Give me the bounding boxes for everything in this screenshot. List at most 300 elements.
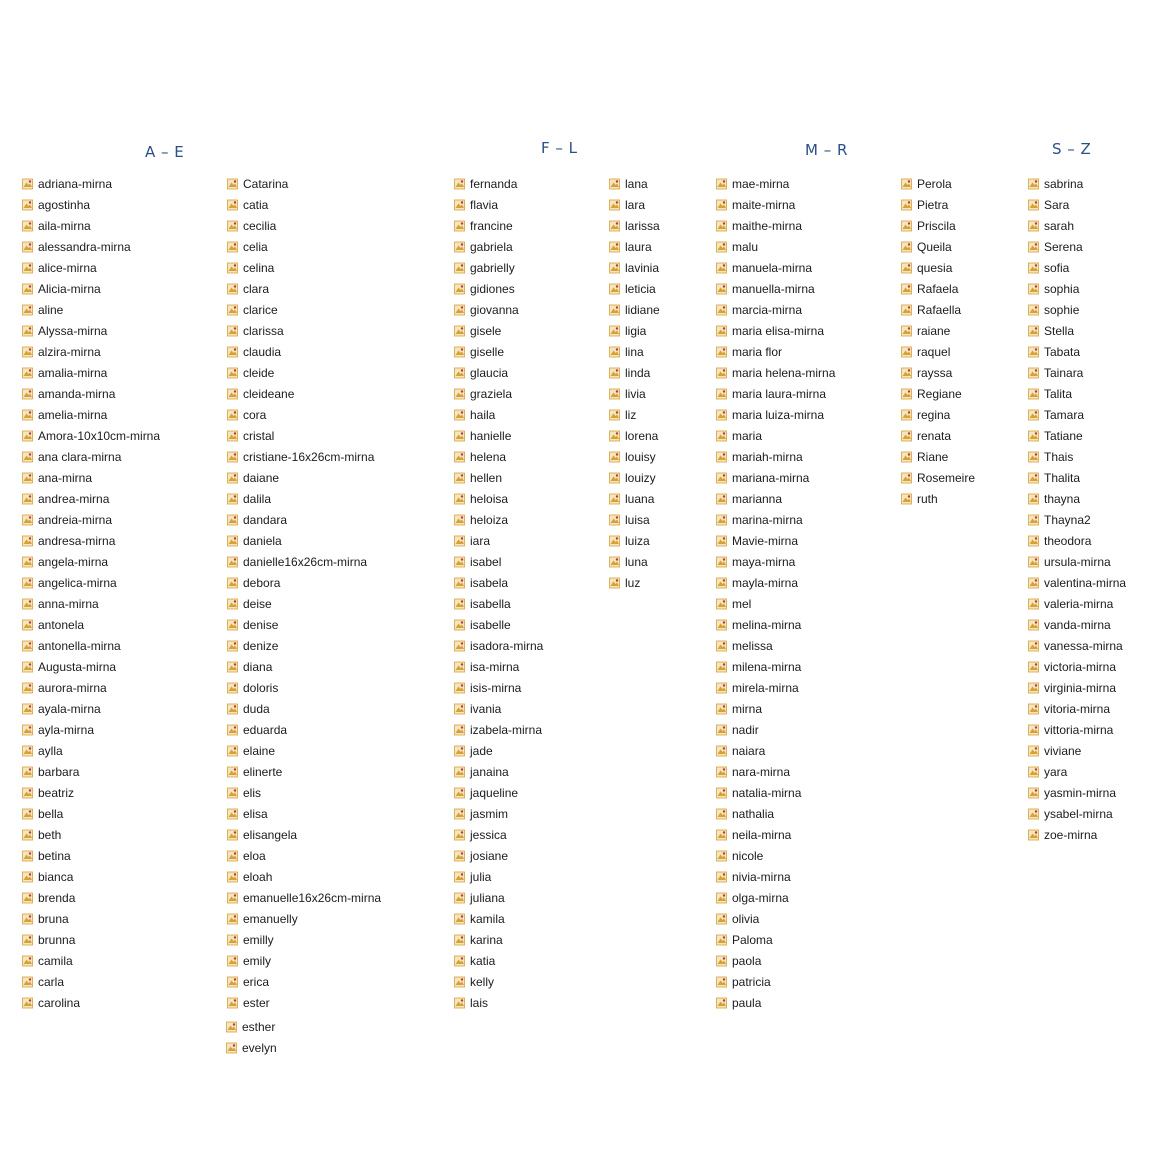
- file-item[interactable]: [609, 467, 660, 488]
- file-name: jade: [470, 743, 493, 758]
- file-item[interactable]: [1028, 698, 1126, 719]
- file-item[interactable]: [227, 236, 381, 257]
- file-item[interactable]: [22, 698, 160, 719]
- file-item[interactable]: [716, 194, 835, 215]
- file-item[interactable]: [454, 698, 543, 719]
- image-file-icon: [22, 871, 34, 883]
- file-name: izabela-mirna: [470, 722, 543, 737]
- file-item[interactable]: [901, 215, 975, 236]
- file-item[interactable]: [454, 803, 543, 824]
- file-item[interactable]: [22, 488, 160, 509]
- file-item[interactable]: [454, 845, 543, 866]
- file-item[interactable]: [901, 194, 975, 215]
- image-file-icon: [227, 514, 239, 526]
- file-item[interactable]: [716, 467, 835, 488]
- file-item[interactable]: [1028, 509, 1126, 530]
- file-item[interactable]: [454, 593, 543, 614]
- file-item[interactable]: [1028, 803, 1126, 824]
- file-name: malu: [732, 239, 759, 254]
- file-item[interactable]: [1028, 236, 1126, 257]
- file-item[interactable]: [716, 215, 835, 236]
- file-item[interactable]: [901, 404, 975, 425]
- file-item[interactable]: [227, 908, 381, 929]
- file-item[interactable]: [1028, 530, 1126, 551]
- file-item[interactable]: [227, 677, 381, 698]
- file-item[interactable]: [22, 173, 160, 194]
- file-item[interactable]: [1028, 635, 1126, 656]
- image-file-icon: [454, 976, 466, 988]
- file-item[interactable]: [716, 299, 835, 320]
- file-item[interactable]: [1028, 488, 1126, 509]
- file-item[interactable]: [901, 236, 975, 257]
- file-item[interactable]: [454, 740, 543, 761]
- file-item[interactable]: [609, 278, 660, 299]
- file-item[interactable]: [716, 656, 835, 677]
- file-item[interactable]: [609, 173, 660, 194]
- file-item[interactable]: [22, 236, 160, 257]
- file-item[interactable]: [227, 194, 381, 215]
- file-name: cecilia: [243, 218, 277, 233]
- file-item[interactable]: [22, 908, 160, 929]
- file-item[interactable]: [454, 341, 543, 362]
- file-item[interactable]: [454, 929, 543, 950]
- file-item[interactable]: [227, 362, 381, 383]
- file-item[interactable]: [901, 278, 975, 299]
- file-item[interactable]: [454, 866, 543, 887]
- file-item[interactable]: [227, 866, 381, 887]
- file-item[interactable]: [227, 530, 381, 551]
- file-item[interactable]: [901, 383, 975, 404]
- image-file-icon: [227, 598, 239, 610]
- file-item[interactable]: [454, 215, 543, 236]
- image-file-icon: [454, 220, 466, 232]
- file-item[interactable]: [22, 971, 160, 992]
- file-name: sarah: [1044, 218, 1075, 233]
- file-name: Rafaela: [917, 281, 959, 296]
- file-item[interactable]: [454, 362, 543, 383]
- file-item[interactable]: [454, 446, 543, 467]
- file-item[interactable]: [454, 488, 543, 509]
- file-item[interactable]: [716, 761, 835, 782]
- file-item[interactable]: [1028, 404, 1126, 425]
- file-item[interactable]: [454, 530, 543, 551]
- file-item[interactable]: [22, 719, 160, 740]
- file-name: elaine: [243, 743, 276, 758]
- file-item[interactable]: [716, 236, 835, 257]
- image-file-icon: [716, 304, 728, 316]
- file-item[interactable]: [22, 593, 160, 614]
- file-name: Amora-10x10cm-mirna: [38, 428, 161, 443]
- file-name: lara: [625, 197, 646, 212]
- file-item[interactable]: [454, 887, 543, 908]
- file-item[interactable]: [901, 362, 975, 383]
- file-name: ana clara-mirna: [38, 449, 122, 464]
- file-item[interactable]: [1028, 740, 1126, 761]
- image-file-icon: [454, 787, 466, 799]
- image-file-icon: [716, 199, 728, 211]
- file-item[interactable]: [1028, 677, 1126, 698]
- file-item[interactable]: [22, 824, 160, 845]
- file-item[interactable]: [22, 992, 160, 1013]
- file-item[interactable]: [609, 572, 660, 593]
- file-item[interactable]: [22, 572, 160, 593]
- file-item[interactable]: [22, 320, 160, 341]
- file-name: elinerte: [243, 764, 283, 779]
- image-file-icon: [1028, 598, 1040, 610]
- file-name: vittoria-mirna: [1044, 722, 1114, 737]
- file-item[interactable]: [716, 698, 835, 719]
- file-item[interactable]: [609, 425, 660, 446]
- file-item[interactable]: [454, 173, 543, 194]
- section-header-a-e: A – E: [145, 143, 185, 161]
- file-item[interactable]: [1028, 719, 1126, 740]
- file-item[interactable]: [22, 656, 160, 677]
- file-item[interactable]: [1028, 425, 1126, 446]
- file-item[interactable]: [716, 614, 835, 635]
- file-item[interactable]: [716, 950, 835, 971]
- image-file-icon: [1028, 724, 1040, 736]
- file-item[interactable]: [227, 656, 381, 677]
- file-item[interactable]: [227, 803, 381, 824]
- image-file-icon: [716, 619, 728, 631]
- image-file-icon: [716, 346, 728, 358]
- file-name: lorena: [625, 428, 659, 443]
- file-item[interactable]: [716, 551, 835, 572]
- file-item[interactable]: [1028, 320, 1126, 341]
- file-item[interactable]: [454, 236, 543, 257]
- file-item[interactable]: [227, 593, 381, 614]
- file-item[interactable]: [716, 971, 835, 992]
- file-name: thayna: [1044, 491, 1081, 506]
- file-item[interactable]: [1028, 278, 1126, 299]
- file-item[interactable]: [1028, 467, 1126, 488]
- file-item[interactable]: [1028, 257, 1126, 278]
- file-name: Perola: [917, 176, 952, 191]
- file-name: clarice: [243, 302, 278, 317]
- file-item[interactable]: [901, 173, 975, 194]
- file-item[interactable]: [227, 404, 381, 425]
- image-file-icon: [716, 640, 728, 652]
- image-file-icon: [22, 220, 34, 232]
- file-item[interactable]: [1028, 593, 1126, 614]
- file-item[interactable]: [454, 425, 543, 446]
- image-file-icon: [454, 871, 466, 883]
- file-item[interactable]: [609, 257, 660, 278]
- file-item[interactable]: [716, 530, 835, 551]
- file-item[interactable]: [609, 488, 660, 509]
- file-item[interactable]: [716, 383, 835, 404]
- file-item[interactable]: [716, 593, 835, 614]
- file-item[interactable]: [227, 719, 381, 740]
- file-item[interactable]: [227, 950, 381, 971]
- file-item[interactable]: [609, 404, 660, 425]
- file-item[interactable]: [716, 677, 835, 698]
- file-item[interactable]: [609, 446, 660, 467]
- file-item[interactable]: [1028, 614, 1126, 635]
- file-item[interactable]: [22, 278, 160, 299]
- file-item[interactable]: [22, 929, 160, 950]
- file-name: Tatiane: [1044, 428, 1083, 443]
- file-item[interactable]: [716, 257, 835, 278]
- file-item[interactable]: [22, 614, 160, 635]
- file-item[interactable]: [716, 635, 835, 656]
- file-item[interactable]: [609, 320, 660, 341]
- file-item[interactable]: [716, 887, 835, 908]
- file-item[interactable]: [22, 803, 160, 824]
- file-item[interactable]: [22, 740, 160, 761]
- file-item[interactable]: [22, 782, 160, 803]
- file-item[interactable]: [227, 551, 381, 572]
- file-item[interactable]: [609, 299, 660, 320]
- file-name: mariana-mirna: [732, 470, 810, 485]
- file-item[interactable]: [454, 656, 543, 677]
- file-item[interactable]: [454, 971, 543, 992]
- file-item[interactable]: [454, 761, 543, 782]
- file-name: amanda-mirna: [38, 386, 116, 401]
- file-item[interactable]: [716, 845, 835, 866]
- file-item[interactable]: [716, 320, 835, 341]
- image-file-icon: [609, 493, 621, 505]
- file-item[interactable]: [609, 341, 660, 362]
- file-item[interactable]: [454, 509, 543, 530]
- file-name: luz: [625, 575, 641, 590]
- file-name: cora: [243, 407, 267, 422]
- file-item[interactable]: [454, 908, 543, 929]
- file-item[interactable]: [227, 257, 381, 278]
- file-item[interactable]: [716, 173, 835, 194]
- file-item[interactable]: [1028, 782, 1126, 803]
- file-item[interactable]: [901, 488, 975, 509]
- file-item[interactable]: [22, 425, 160, 446]
- file-item[interactable]: [22, 845, 160, 866]
- image-file-icon: [227, 808, 239, 820]
- image-file-icon: [1028, 430, 1040, 442]
- file-item[interactable]: [227, 740, 381, 761]
- file-item[interactable]: [716, 425, 835, 446]
- file-item[interactable]: [226, 1037, 277, 1058]
- image-file-icon: [227, 619, 239, 631]
- file-item[interactable]: [609, 215, 660, 236]
- file-item[interactable]: [716, 929, 835, 950]
- file-item[interactable]: [716, 446, 835, 467]
- file-name: elis: [243, 785, 262, 800]
- file-item[interactable]: [454, 677, 543, 698]
- image-file-icon: [716, 220, 728, 232]
- file-item[interactable]: [22, 551, 160, 572]
- file-item[interactable]: [227, 215, 381, 236]
- file-item[interactable]: [454, 278, 543, 299]
- file-item[interactable]: [22, 257, 160, 278]
- file-item[interactable]: [454, 614, 543, 635]
- file-item[interactable]: [609, 383, 660, 404]
- file-item[interactable]: [609, 194, 660, 215]
- image-file-icon: [1028, 619, 1040, 631]
- file-item[interactable]: [1028, 551, 1126, 572]
- file-item[interactable]: [454, 719, 543, 740]
- file-name: Catarina: [243, 176, 289, 191]
- file-item[interactable]: [227, 425, 381, 446]
- file-item[interactable]: [716, 362, 835, 383]
- file-item[interactable]: [22, 635, 160, 656]
- file-item[interactable]: [454, 404, 543, 425]
- file-item[interactable]: [227, 488, 381, 509]
- file-item[interactable]: [22, 194, 160, 215]
- file-item[interactable]: [454, 299, 543, 320]
- file-item[interactable]: [454, 824, 543, 845]
- file-item[interactable]: [901, 446, 975, 467]
- file-item[interactable]: [716, 341, 835, 362]
- file-item[interactable]: [227, 929, 381, 950]
- file-item[interactable]: [716, 278, 835, 299]
- file-item[interactable]: [716, 572, 835, 593]
- file-item[interactable]: [227, 278, 381, 299]
- file-item[interactable]: [22, 677, 160, 698]
- file-item[interactable]: [716, 824, 835, 845]
- file-item[interactable]: [227, 173, 381, 194]
- file-item[interactable]: [1028, 572, 1126, 593]
- file-name: lina: [625, 344, 644, 359]
- file-item[interactable]: [227, 698, 381, 719]
- image-file-icon: [1028, 577, 1040, 589]
- file-item[interactable]: [227, 341, 381, 362]
- file-item[interactable]: [227, 572, 381, 593]
- image-file-icon: [716, 262, 728, 274]
- file-item[interactable]: [1028, 194, 1126, 215]
- file-name: giselle: [470, 344, 505, 359]
- file-item[interactable]: [1028, 383, 1126, 404]
- file-item[interactable]: [454, 572, 543, 593]
- file-item[interactable]: [1028, 446, 1126, 467]
- file-item[interactable]: [454, 467, 543, 488]
- file-item[interactable]: [1028, 656, 1126, 677]
- file-item[interactable]: [22, 383, 160, 404]
- image-file-icon: [227, 178, 239, 190]
- file-item[interactable]: [226, 1016, 277, 1037]
- file-item[interactable]: [609, 236, 660, 257]
- image-file-icon: [901, 241, 913, 253]
- file-item[interactable]: [22, 404, 160, 425]
- image-file-icon: [901, 304, 913, 316]
- image-file-icon: [609, 556, 621, 568]
- section-header-f-l: F – L: [541, 139, 578, 157]
- file-item[interactable]: [22, 215, 160, 236]
- file-item[interactable]: [22, 509, 160, 530]
- file-item[interactable]: [716, 866, 835, 887]
- file-item[interactable]: [227, 299, 381, 320]
- file-item[interactable]: [1028, 761, 1126, 782]
- file-item[interactable]: [716, 719, 835, 740]
- file-item[interactable]: [454, 257, 543, 278]
- file-item[interactable]: [227, 446, 381, 467]
- file-item[interactable]: [22, 299, 160, 320]
- file-item[interactable]: [716, 908, 835, 929]
- file-item[interactable]: [716, 992, 835, 1013]
- file-item[interactable]: [716, 803, 835, 824]
- section-header-s-z: S – Z: [1052, 140, 1092, 158]
- file-item[interactable]: [716, 782, 835, 803]
- file-item[interactable]: [22, 950, 160, 971]
- file-item[interactable]: [716, 740, 835, 761]
- file-item[interactable]: [901, 425, 975, 446]
- file-item[interactable]: [716, 509, 835, 530]
- file-item[interactable]: [454, 950, 543, 971]
- file-name: Mavie-mirna: [732, 533, 799, 548]
- file-item[interactable]: [227, 971, 381, 992]
- file-item[interactable]: [22, 362, 160, 383]
- file-name: Paloma: [732, 932, 773, 947]
- file-name: nadir: [732, 722, 759, 737]
- file-item[interactable]: [22, 341, 160, 362]
- file-name: raquel: [917, 344, 951, 359]
- file-item[interactable]: [454, 320, 543, 341]
- file-item[interactable]: [227, 761, 381, 782]
- file-name: nathalia: [732, 806, 775, 821]
- image-file-icon: [716, 955, 728, 967]
- file-item[interactable]: [227, 992, 381, 1013]
- file-item[interactable]: [454, 782, 543, 803]
- image-file-icon: [454, 934, 466, 946]
- file-item[interactable]: [454, 551, 543, 572]
- file-item[interactable]: [901, 257, 975, 278]
- file-item[interactable]: [22, 530, 160, 551]
- file-item[interactable]: [1028, 362, 1126, 383]
- file-item[interactable]: [227, 824, 381, 845]
- file-item[interactable]: [454, 635, 543, 656]
- file-item[interactable]: [454, 383, 543, 404]
- file-item[interactable]: [901, 467, 975, 488]
- file-item[interactable]: [227, 782, 381, 803]
- image-file-icon: [22, 976, 34, 988]
- file-item[interactable]: [1028, 299, 1126, 320]
- file-item[interactable]: [609, 362, 660, 383]
- file-item[interactable]: [901, 299, 975, 320]
- file-item[interactable]: [22, 446, 160, 467]
- file-name: vanda-mirna: [1044, 617, 1111, 632]
- image-file-icon: [454, 556, 466, 568]
- file-item[interactable]: [454, 194, 543, 215]
- file-item[interactable]: [22, 467, 160, 488]
- file-item[interactable]: [227, 467, 381, 488]
- file-item[interactable]: [22, 887, 160, 908]
- file-item[interactable]: [227, 383, 381, 404]
- file-name: sofia: [1044, 260, 1070, 275]
- file-item[interactable]: [227, 509, 381, 530]
- file-item[interactable]: [1028, 341, 1126, 362]
- file-item[interactable]: [227, 635, 381, 656]
- file-item[interactable]: [716, 404, 835, 425]
- file-item[interactable]: [1028, 824, 1126, 845]
- image-file-icon: [226, 1042, 238, 1054]
- file-name: hanielle: [470, 428, 512, 443]
- file-item[interactable]: [1028, 173, 1126, 194]
- file-name: luisa: [625, 512, 650, 527]
- file-item[interactable]: [22, 866, 160, 887]
- file-item[interactable]: [609, 551, 660, 572]
- file-item[interactable]: [227, 887, 381, 908]
- file-item[interactable]: [227, 320, 381, 341]
- file-item[interactable]: [901, 341, 975, 362]
- file-item[interactable]: [227, 845, 381, 866]
- file-item[interactable]: [1028, 215, 1126, 236]
- file-item[interactable]: [227, 614, 381, 635]
- file-item[interactable]: [22, 761, 160, 782]
- file-item[interactable]: [454, 992, 543, 1013]
- file-item[interactable]: [609, 509, 660, 530]
- image-file-icon: [22, 346, 34, 358]
- file-item[interactable]: [609, 530, 660, 551]
- file-item[interactable]: [716, 488, 835, 509]
- file-item[interactable]: [901, 320, 975, 341]
